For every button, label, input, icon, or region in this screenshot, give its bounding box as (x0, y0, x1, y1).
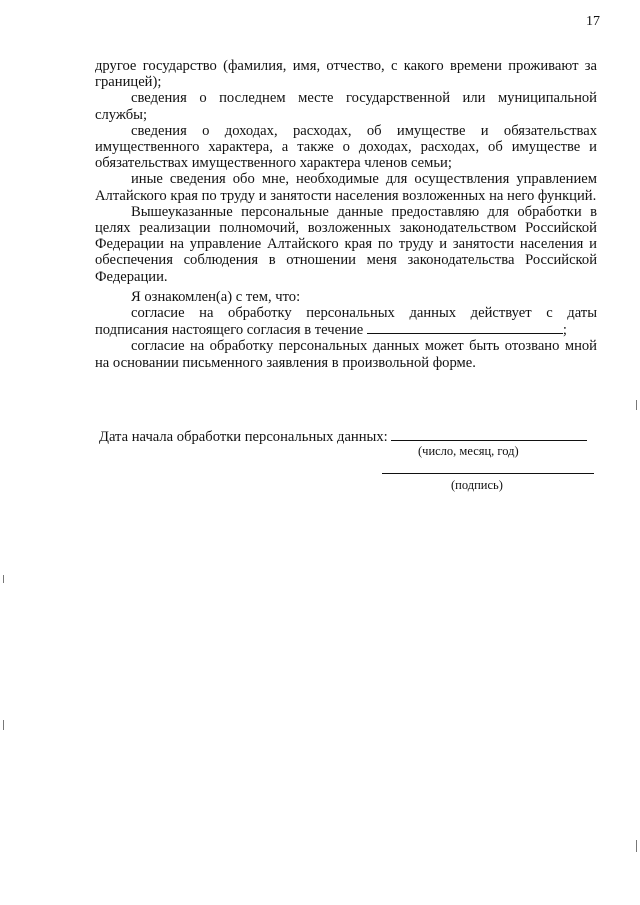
start-date-blank[interactable] (391, 428, 587, 441)
scan-mark (636, 840, 637, 852)
start-date-caption: (число, месяц, год) (418, 444, 519, 458)
paragraph-acknowledged: Я ознакомлен(а) с тем, что: (131, 288, 301, 305)
consent-term-end: ; (562, 322, 567, 339)
paragraph-residence: другое государство (фамилия, имя, отчество, с какого времени проживают за границей); (95, 58, 597, 91)
page-number: 17 (586, 14, 600, 29)
signature-caption: (подпись) (451, 478, 503, 492)
paragraph-income: сведения о доходах, расходах, об имуществе и обязательствах имущественного характера, а также о доходах, расходах, об имуществе и обязательствах имущественного характера членов семьи; (95, 122, 597, 172)
paragraph-purpose: Вышеуказанные персональные данные предоставляю для обработки в целях реализации полномочий, возложенных законодательством Российской Федерации на управление Алтайского края по труду и занятости населения и обеспечения соблюдения в отношении меня законодательства Российской Федерации. (95, 203, 597, 285)
signature-blank[interactable] (382, 473, 594, 474)
consent-term-text: согласие на обработку персональных данных действует с даты подписания настоящего согласия в течение (95, 305, 597, 339)
start-date-label: Дата начала обработки персональных данных: (99, 429, 388, 445)
scan-mark (636, 400, 637, 410)
paragraph-other-info: иные сведения обо мне, необходимые для осуществления управлением Алтайского края по труду и занятости населения возложенных на него функций. (95, 171, 597, 204)
paragraph-consent-term (95, 305, 597, 338)
paragraph-service: сведения о последнем месте государственной или муниципальной службы; (95, 90, 597, 123)
start-date-row (99, 428, 599, 445)
scan-mark (3, 575, 4, 583)
document-body (95, 58, 597, 371)
scan-mark (3, 720, 4, 730)
consent-term-blank[interactable] (367, 321, 563, 334)
paragraph-revocation: согласие на обработку персональных данных может быть отозвано мной на основании письменного заявления в произвольной форме. (95, 338, 597, 371)
